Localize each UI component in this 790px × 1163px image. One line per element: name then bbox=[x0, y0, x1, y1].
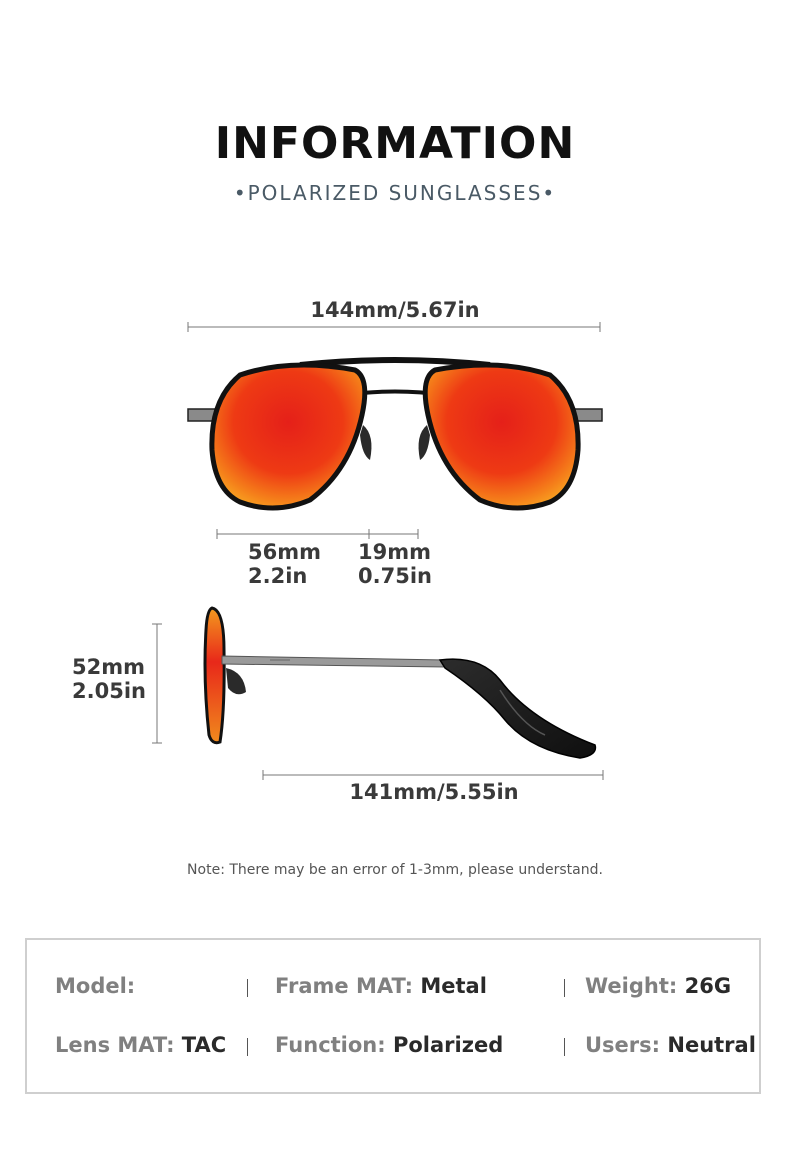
bridge-width-in: 0.75in bbox=[358, 564, 432, 588]
bridge-width-label bbox=[358, 540, 432, 588]
spec-lens-value: TAC bbox=[181, 1033, 227, 1057]
lens-width-in: 2.2in bbox=[248, 564, 308, 588]
spec-function-value: Polarized bbox=[392, 1033, 504, 1057]
total-width-label: 144mm/5.67in bbox=[310, 298, 480, 322]
sunglasses-side-view bbox=[200, 600, 610, 760]
spec-divider bbox=[247, 1038, 248, 1056]
lens-height-label bbox=[72, 655, 146, 703]
spec-model-label: Model: bbox=[55, 974, 136, 998]
lens-height-mm: 52mm bbox=[72, 655, 145, 679]
sunglasses-front-view bbox=[180, 350, 610, 520]
lens-width-mm: 56mm bbox=[248, 540, 321, 564]
spec-divider bbox=[564, 979, 565, 997]
tolerance-note: Note: There may be an error of 1-3mm, please understand. bbox=[187, 862, 603, 878]
spec-weight-value: 26G bbox=[684, 974, 732, 998]
spec-function bbox=[275, 1033, 503, 1057]
temple-length-label: 141mm/5.55in bbox=[349, 780, 519, 804]
lens-bridge-line bbox=[214, 527, 424, 541]
spec-frame-value: Metal bbox=[420, 974, 487, 998]
spec-model bbox=[55, 974, 135, 998]
bridge-width-mm: 19mm bbox=[358, 540, 431, 564]
page-title: INFORMATION bbox=[214, 118, 576, 169]
spec-frame-label: Frame MAT: bbox=[275, 974, 414, 998]
lens-height-in: 2.05in bbox=[72, 679, 146, 703]
spec-weight bbox=[585, 974, 731, 998]
page-subtitle: •POLARIZED SUNGLASSES• bbox=[233, 181, 557, 205]
spec-users-label: Users: bbox=[585, 1033, 661, 1057]
front-width-line bbox=[185, 320, 605, 334]
lens-height-line bbox=[150, 622, 164, 746]
spec-users bbox=[585, 1033, 756, 1057]
spec-weight-label: Weight: bbox=[585, 974, 678, 998]
spec-function-label: Function: bbox=[275, 1033, 386, 1057]
spec-table bbox=[25, 938, 761, 1094]
spec-users-value: Neutral bbox=[667, 1033, 756, 1057]
spec-divider bbox=[564, 1038, 565, 1056]
spec-lens-label: Lens MAT: bbox=[55, 1033, 175, 1057]
spec-frame bbox=[275, 974, 487, 998]
spec-lens bbox=[55, 1033, 226, 1057]
lens-width-label bbox=[248, 540, 321, 588]
spec-divider bbox=[247, 979, 248, 997]
